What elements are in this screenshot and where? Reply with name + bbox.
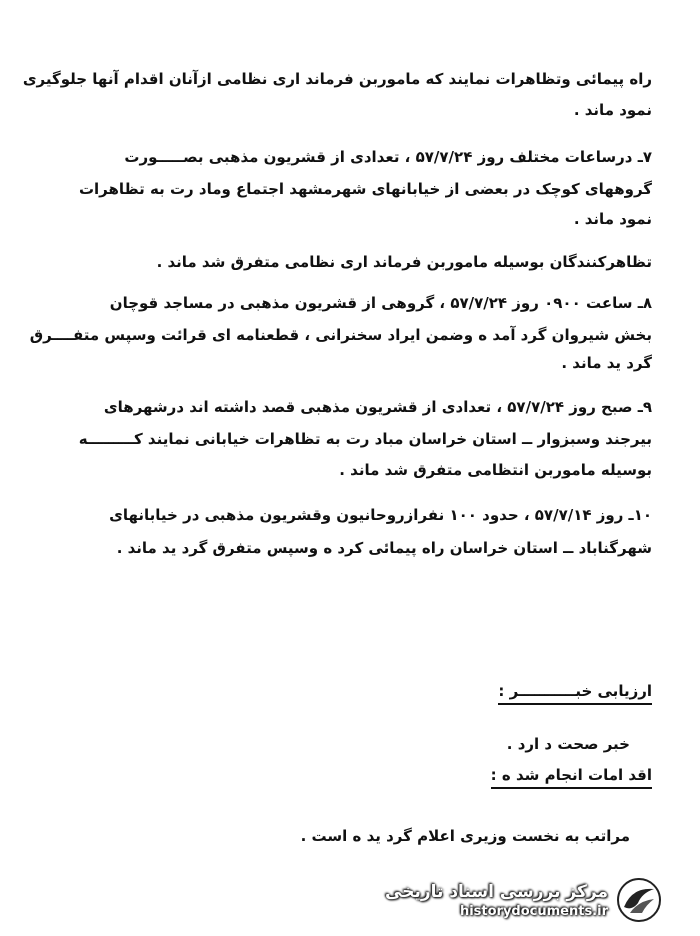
watermark	[362, 872, 662, 928]
body-line-1: راه پیمائی وتظاهرات نمایند که ماموربن فرماند اری نظامی ازآنان اقدام آنها جلوگیری	[22, 70, 652, 88]
evaluation-heading: ارزیابی خبـــــــــــر :	[498, 684, 652, 705]
evaluation-text: خبر صحت د ارد .	[506, 735, 630, 753]
body-line-2: نمود ماند .	[573, 101, 652, 119]
action-text: مراتب به نخست وزیری اعلام گرد ید ه است .	[300, 827, 630, 845]
item-7-line-4: تظاهرکنندگان بوسیله ماموربن فرماند اری نظامی متفرق شد ماند .	[156, 253, 652, 271]
item-8-line-2: بخش شیروان گرد آمد ه وضمن ایراد سخنرانی ، قطعنامه ای قرائت وسپس متفــــرق	[29, 326, 652, 344]
item-9-line-3: بوسیله ماموربن انتظامی متفرق شد ماند .	[339, 461, 652, 479]
item-10-line-1: ۱۰ـ روز ۵۷/۷/۱۴ ، حدود ۱۰۰ نفرازروحانیون وقشریون مذهبی در خیابانهای	[109, 506, 652, 524]
item-7-line-2: گروههای کوچک در بعضی از خیابانهای شهرمشهد اجتماع وماد رت به تظاهرات	[78, 180, 652, 198]
watermark-title: مرکز بررسی اسناد تاریخی	[385, 881, 608, 902]
archive-logo-icon	[616, 877, 662, 923]
action-heading: اقد امات انجام شد ه :	[491, 768, 652, 789]
item-7-line-3: نمود ماند .	[573, 210, 652, 228]
item-10-line-2: شهرگناباد ــ استان خراسان راه پیمائی کرد ه وسپس متفرق گرد ید ماند .	[116, 539, 652, 557]
item-7-line-1: ۷ـ درساعات مختلف روز ۵۷/۷/۲۴ ، تعدادی از قشریون مذهبی بصـــــورت	[124, 148, 652, 166]
evaluation-section	[498, 684, 652, 705]
item-9-line-1: ۹ـ صبح روز ۵۷/۷/۲۴ ، تعدادی از قشریون مذهبی قصد داشته اند درشهرهای	[103, 398, 652, 416]
action-section	[491, 768, 652, 789]
watermark-text	[385, 882, 608, 919]
item-8-line-3: گرد ید ماند .	[561, 354, 652, 372]
item-8-line-1: ۸ـ ساعت ۰۹۰۰ روز ۵۷/۷/۲۴ ، گروهی از قشریون مذهبی در مساجد قوچان	[109, 294, 652, 312]
watermark-url: historydocuments.ir	[459, 903, 608, 919]
item-9-line-2: بیرجند وسبزوار ــ استان خراسان مباد رت به تظاهرات خیابانی نمایند کـــــــــه	[78, 430, 652, 448]
